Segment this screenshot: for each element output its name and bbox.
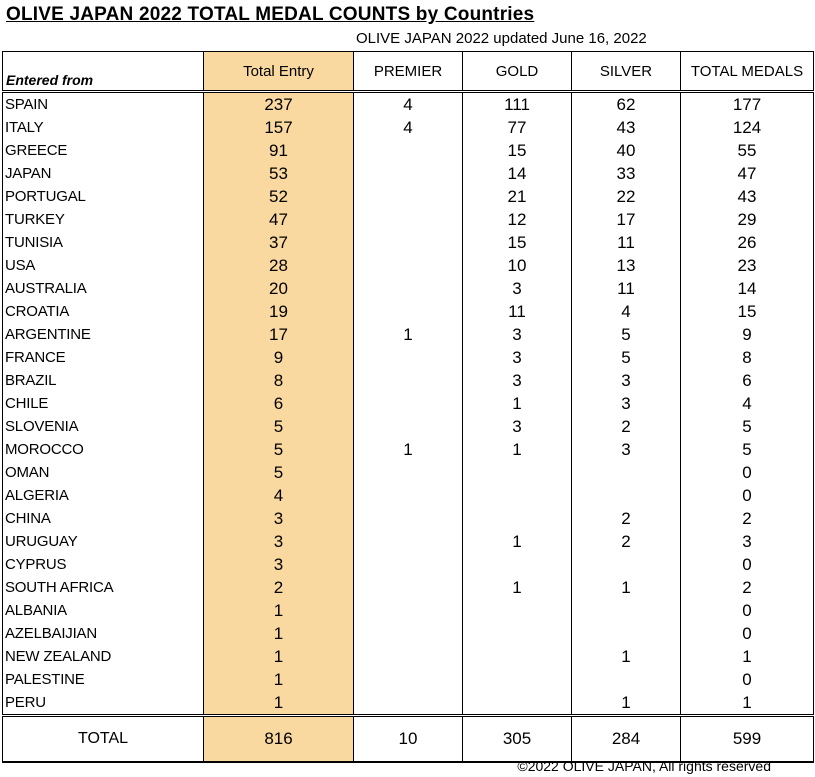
silver-cell: 1 (572, 645, 681, 668)
gold-cell (463, 668, 572, 691)
total-medals-cell: 14 (681, 277, 814, 300)
gold-cell (463, 461, 572, 484)
premier-cell (354, 369, 463, 392)
table-row (3, 185, 814, 208)
table-row (3, 645, 814, 668)
table-row (3, 323, 814, 346)
gold-cell (463, 599, 572, 622)
total-medals-cell: 26 (681, 231, 814, 254)
total-entry-cell: 53 (204, 162, 354, 185)
table-row (3, 668, 814, 691)
medal-table (2, 51, 814, 763)
country-cell: TUNISIA (3, 231, 204, 254)
header-total-medals: TOTAL MEDALS (681, 52, 814, 92)
premier-cell (354, 139, 463, 162)
total-medals-cell: 0 (681, 461, 814, 484)
totals-row (3, 716, 814, 763)
page-title: OLIVE JAPAN 2022 TOTAL MEDAL COUNTS by Countries (6, 4, 535, 25)
gold-cell: 3 (463, 277, 572, 300)
country-cell: ALGERIA (3, 484, 204, 507)
total-entry-cell: 17 (204, 323, 354, 346)
premier-cell (354, 622, 463, 645)
total-medals-cell: 0 (681, 553, 814, 576)
premier-cell (354, 185, 463, 208)
total-medals-cell: 1 (681, 645, 814, 668)
total-entry-cell: 6 (204, 392, 354, 415)
header-premier: PREMIER (354, 52, 463, 92)
total-medals-cell: 1 (681, 691, 814, 716)
country-cell: GREECE (3, 139, 204, 162)
gold-cell (463, 622, 572, 645)
total-medals-cell: 2 (681, 576, 814, 599)
copyright-footer: ©2022 OLIVE JAPAN, All rights reserved (517, 758, 771, 774)
total-medals-cell: 55 (681, 139, 814, 162)
silver-cell: 2 (572, 530, 681, 553)
total-medals-cell: 0 (681, 484, 814, 507)
premier-cell (354, 645, 463, 668)
total-entry-cell: 28 (204, 254, 354, 277)
table-row (3, 553, 814, 576)
total-medals-cell: 8 (681, 346, 814, 369)
country-cell: MOROCCO (3, 438, 204, 461)
silver-cell (572, 622, 681, 645)
premier-cell (354, 507, 463, 530)
total-entry-cell: 8 (204, 369, 354, 392)
silver-cell: 11 (572, 277, 681, 300)
table-row (3, 300, 814, 323)
table-row (3, 208, 814, 231)
premier-cell (354, 553, 463, 576)
total-entry-cell: 91 (204, 139, 354, 162)
gold-cell: 3 (463, 369, 572, 392)
gold-cell: 1 (463, 530, 572, 553)
silver-cell: 2 (572, 415, 681, 438)
premier-cell (354, 576, 463, 599)
total-medals-cell: 29 (681, 208, 814, 231)
country-cell: PORTUGAL (3, 185, 204, 208)
total-medals-cell: 124 (681, 116, 814, 139)
total-medals-cell: 0 (681, 668, 814, 691)
total-medals-cell: 9 (681, 323, 814, 346)
total-medals-cell: 43 (681, 185, 814, 208)
premier-cell (354, 691, 463, 716)
table-row (3, 139, 814, 162)
premier-cell (354, 668, 463, 691)
table-row (3, 415, 814, 438)
premier-cell: 1 (354, 323, 463, 346)
table-row (3, 277, 814, 300)
table-row (3, 622, 814, 645)
premier-cell (354, 300, 463, 323)
total-entry-cell: 3 (204, 553, 354, 576)
silver-cell: 3 (572, 369, 681, 392)
country-cell: SOUTH AFRICA (3, 576, 204, 599)
total-entry-cell: 9 (204, 346, 354, 369)
table-row (3, 162, 814, 185)
country-cell: CHINA (3, 507, 204, 530)
premier-cell (354, 461, 463, 484)
total-entry-cell: 19 (204, 300, 354, 323)
total-entry-cell: 1 (204, 691, 354, 716)
total-medals-cell: 47 (681, 162, 814, 185)
header-entered-from: Entered from (3, 52, 204, 92)
gold-cell: 1 (463, 576, 572, 599)
premier-cell (354, 231, 463, 254)
total-medals-cell: 4 (681, 392, 814, 415)
country-cell: URUGUAY (3, 530, 204, 553)
totals-total-entry: 816 (204, 716, 354, 763)
premier-cell (354, 208, 463, 231)
silver-cell: 3 (572, 438, 681, 461)
total-entry-cell: 5 (204, 415, 354, 438)
total-entry-cell: 3 (204, 530, 354, 553)
country-cell: CYPRUS (3, 553, 204, 576)
gold-cell: 3 (463, 323, 572, 346)
total-entry-cell: 237 (204, 92, 354, 117)
country-cell: NEW ZEALAND (3, 645, 204, 668)
silver-cell: 5 (572, 346, 681, 369)
gold-cell (463, 691, 572, 716)
table-row (3, 576, 814, 599)
gold-cell: 111 (463, 92, 572, 117)
table-row (3, 507, 814, 530)
table-row (3, 461, 814, 484)
gold-cell (463, 484, 572, 507)
total-medals-cell: 23 (681, 254, 814, 277)
table-body (3, 92, 814, 716)
totals-premier: 10 (354, 716, 463, 763)
gold-cell: 10 (463, 254, 572, 277)
total-entry-cell: 5 (204, 438, 354, 461)
silver-cell (572, 599, 681, 622)
table-row (3, 392, 814, 415)
country-cell: TURKEY (3, 208, 204, 231)
country-cell: JAPAN (3, 162, 204, 185)
total-entry-cell: 1 (204, 668, 354, 691)
gold-cell: 3 (463, 415, 572, 438)
silver-cell (572, 553, 681, 576)
country-cell: USA (3, 254, 204, 277)
table-row (3, 484, 814, 507)
table-row (3, 346, 814, 369)
total-medals-cell: 5 (681, 438, 814, 461)
total-entry-cell: 3 (204, 507, 354, 530)
country-cell: PERU (3, 691, 204, 716)
country-cell: SPAIN (3, 92, 204, 117)
gold-cell (463, 553, 572, 576)
silver-cell (572, 484, 681, 507)
silver-cell: 4 (572, 300, 681, 323)
gold-cell: 12 (463, 208, 572, 231)
silver-cell: 11 (572, 231, 681, 254)
premier-cell (354, 599, 463, 622)
silver-cell: 1 (572, 691, 681, 716)
gold-cell: 21 (463, 185, 572, 208)
gold-cell (463, 645, 572, 668)
total-medals-cell: 0 (681, 599, 814, 622)
total-medals-cell: 3 (681, 530, 814, 553)
silver-cell: 62 (572, 92, 681, 117)
total-entry-cell: 47 (204, 208, 354, 231)
country-cell: BRAZIL (3, 369, 204, 392)
premier-cell (354, 162, 463, 185)
total-entry-cell: 2 (204, 576, 354, 599)
table-row (3, 92, 814, 117)
country-cell: CROATIA (3, 300, 204, 323)
premier-cell (354, 277, 463, 300)
country-cell: PALESTINE (3, 668, 204, 691)
premier-cell (354, 254, 463, 277)
premier-cell: 1 (354, 438, 463, 461)
total-entry-cell: 52 (204, 185, 354, 208)
total-entry-cell: 1 (204, 645, 354, 668)
silver-cell: 43 (572, 116, 681, 139)
total-entry-cell: 4 (204, 484, 354, 507)
total-entry-cell: 20 (204, 277, 354, 300)
premier-cell (354, 346, 463, 369)
premier-cell (354, 392, 463, 415)
silver-cell: 17 (572, 208, 681, 231)
table-header (3, 52, 814, 92)
premier-cell: 4 (354, 116, 463, 139)
premier-cell (354, 415, 463, 438)
header-gold: GOLD (463, 52, 572, 92)
silver-cell (572, 668, 681, 691)
country-cell: FRANCE (3, 346, 204, 369)
totals-gold: 305 (463, 716, 572, 763)
total-entry-cell: 1 (204, 599, 354, 622)
country-cell: CHILE (3, 392, 204, 415)
silver-cell: 40 (572, 139, 681, 162)
total-medals-cell: 15 (681, 300, 814, 323)
total-medals-cell: 2 (681, 507, 814, 530)
silver-cell: 22 (572, 185, 681, 208)
country-cell: AUSTRALIA (3, 277, 204, 300)
table-row (3, 530, 814, 553)
table-row (3, 254, 814, 277)
totals-silver: 284 (572, 716, 681, 763)
table-row (3, 116, 814, 139)
gold-cell: 11 (463, 300, 572, 323)
silver-cell: 33 (572, 162, 681, 185)
table-row (3, 438, 814, 461)
total-entry-cell: 5 (204, 461, 354, 484)
silver-cell (572, 461, 681, 484)
silver-cell: 13 (572, 254, 681, 277)
gold-cell (463, 507, 572, 530)
table-row (3, 231, 814, 254)
country-cell: AZELBAIJIAN (3, 622, 204, 645)
gold-cell: 1 (463, 392, 572, 415)
silver-cell: 2 (572, 507, 681, 530)
total-medals-cell: 0 (681, 622, 814, 645)
premier-cell (354, 484, 463, 507)
header-silver: SILVER (572, 52, 681, 92)
total-entry-cell: 1 (204, 622, 354, 645)
silver-cell: 5 (572, 323, 681, 346)
silver-cell: 3 (572, 392, 681, 415)
silver-cell: 1 (572, 576, 681, 599)
gold-cell: 1 (463, 438, 572, 461)
total-medals-cell: 5 (681, 415, 814, 438)
country-cell: ITALY (3, 116, 204, 139)
total-entry-cell: 37 (204, 231, 354, 254)
table-row (3, 691, 814, 716)
country-cell: OMAN (3, 461, 204, 484)
total-medals-cell: 6 (681, 369, 814, 392)
country-cell: ARGENTINE (3, 323, 204, 346)
gold-cell: 15 (463, 231, 572, 254)
update-note: OLIVE JAPAN 2022 updated June 16, 2022 (356, 30, 647, 47)
gold-cell: 77 (463, 116, 572, 139)
gold-cell: 3 (463, 346, 572, 369)
premier-cell (354, 530, 463, 553)
totals-total-medals: 599 (681, 716, 814, 763)
gold-cell: 15 (463, 139, 572, 162)
country-cell: ALBANIA (3, 599, 204, 622)
country-cell: SLOVENIA (3, 415, 204, 438)
table-footer (3, 716, 814, 763)
totals-label: TOTAL (3, 716, 204, 763)
total-entry-cell: 157 (204, 116, 354, 139)
total-medals-cell: 177 (681, 92, 814, 117)
gold-cell: 14 (463, 162, 572, 185)
header-total-entry: Total Entry (204, 52, 354, 92)
table-row (3, 369, 814, 392)
premier-cell: 4 (354, 92, 463, 117)
table-row (3, 599, 814, 622)
